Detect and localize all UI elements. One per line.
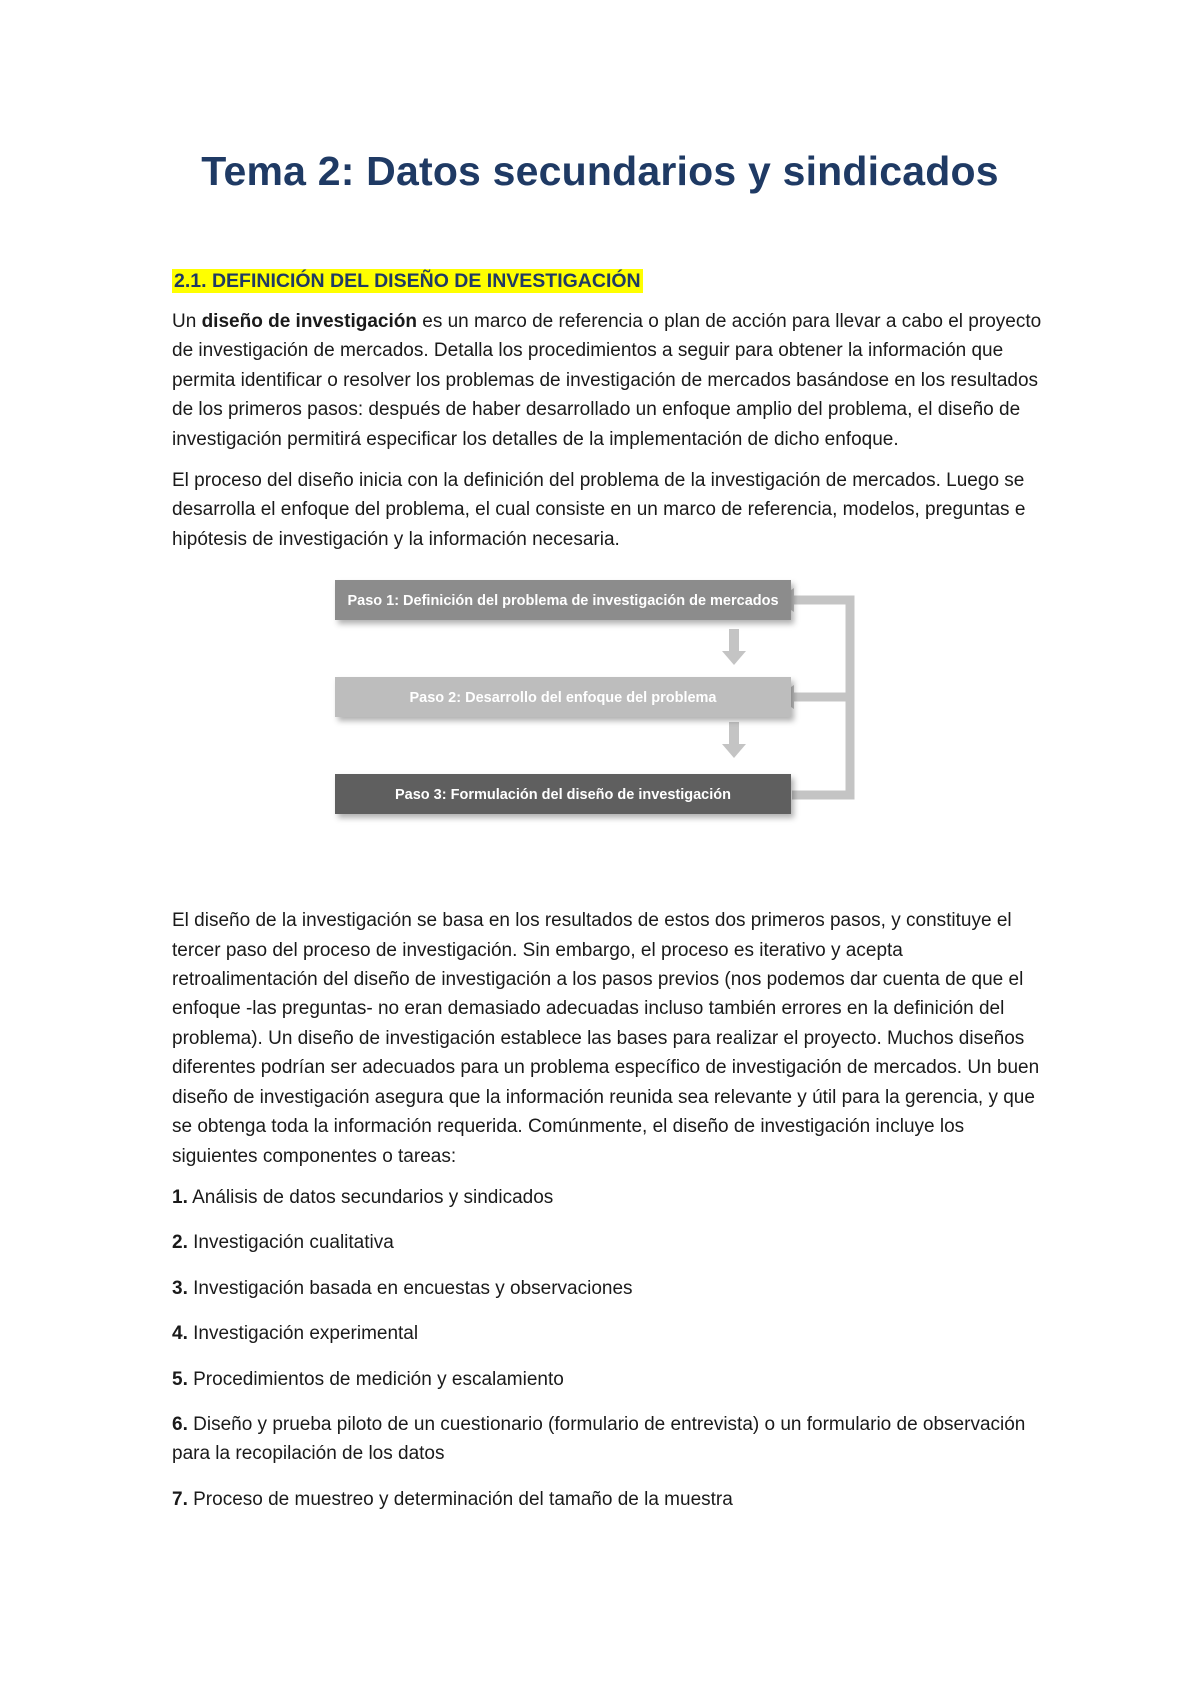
list-item-number: 1. <box>172 1186 188 1208</box>
step-2-box <box>335 677 791 717</box>
step-2-label: Paso 2: Desarrollo del enfoque del problema <box>409 690 717 707</box>
process-diagram-svg <box>172 576 1042 896</box>
paragraph-definition-pre: Un <box>172 311 202 332</box>
list-item <box>172 1319 1042 1348</box>
down-arrow-2 <box>722 722 746 758</box>
list-item-text: Investigación cualitativa <box>187 1232 394 1254</box>
list-item-text: Análisis de datos secundarios y sindicados <box>187 1186 554 1208</box>
list-item-text: Diseño y prueba piloto de un cuestionario (formulario de entrevista) o un formulario de observación para la recopilación de los datos <box>172 1413 1026 1465</box>
list-item-text: Investigación experimental <box>187 1323 419 1345</box>
step-3-box <box>335 774 791 814</box>
list-item-number: 5. <box>172 1368 188 1390</box>
step-1-box <box>335 580 791 620</box>
list-item <box>172 1228 1042 1257</box>
list-item-text: Investigación basada en encuestas y observaciones <box>187 1277 633 1299</box>
list-item <box>172 1365 1042 1394</box>
list-item <box>172 1274 1042 1303</box>
list-item <box>172 1410 1042 1469</box>
document-body <box>172 270 1042 1530</box>
paragraph-process: El proceso del diseño inicia con la definición del problema de la investigación de mercados. Luego se desarrolla el enfoque del problema, el cual consiste en un marco de referencia, modelos, preguntas e hipótesis de investigación y la información necesaria. <box>172 470 1026 550</box>
section-heading <box>172 270 1042 293</box>
step-3-label: Paso 3: Formulación del diseño de investigación <box>395 787 731 804</box>
component-list <box>172 1183 1042 1514</box>
paragraph-iterative: El diseño de la investigación se basa en los resultados de estos dos primeros pasos, y constituye el tercer paso del proceso de investigación. Sin embargo, el proceso es iterativo y acepta retroalimentación del diseño de investigación a los pasos previos (nos podemos dar cuenta de que el enfoque -las preguntas- no eran demasiado adecuadas incluso también errores en la definición del problema). Un diseño de investigación establece las bases para realizar el proyecto. Muchos diseños diferentes podrían ser adecuados para un problema específico de investigación de mercados. Un buen diseño de investigación asegura que la información reunida sea relevante y útil para la gerencia, y que se obtenga toda la información requerida. Comúnmente, el diseño de investigación incluye los siguientes componentes o tareas: <box>172 910 1040 1167</box>
down-arrow-2-head <box>722 744 746 758</box>
list-item-number: 7. <box>172 1488 188 1510</box>
paragraph-definition-bold: diseño de investigación <box>201 311 417 332</box>
paragraph-definition-post: es un marco de referencia o plan de acción para llevar a cabo el proyecto de investigación de mercados. Detalla los procedimientos a seguir para obtener la información que permita identificar o resolver los problemas de investigación de mercados basándose en los resultados de los primeros pasos: después de haber desarrollado un enfoque amplio del problema, el diseño de investigación permitirá especificar los detalles de la implementación de dicho enfoque. <box>172 311 1042 450</box>
list-item <box>172 1485 1042 1514</box>
down-arrow-1-head <box>722 651 746 665</box>
down-arrow-1-shaft <box>729 629 739 651</box>
down-arrow-1 <box>722 629 746 665</box>
process-diagram <box>172 576 1042 896</box>
paragraph-definition <box>172 307 1042 454</box>
feedback-bracket-line <box>792 600 850 795</box>
down-arrow-2-shaft <box>729 722 739 744</box>
list-item-text: Procedimientos de medición y escalamiento <box>187 1368 564 1390</box>
list-item-number: 2. <box>172 1232 188 1254</box>
list-item-text: Proceso de muestreo y determinación del tamaño de la muestra <box>187 1488 733 1510</box>
section-heading-text: 2.1. DEFINICIÓN DEL DISEÑO DE INVESTIGACIÓN <box>174 270 641 292</box>
list-item-number: 6. <box>172 1413 188 1435</box>
list-item-number: 3. <box>172 1277 188 1299</box>
page-title: Tema 2: Datos secundarios y sindicados <box>201 148 999 194</box>
step-1-label: Paso 1: Definición del problema de investigación de mercados <box>347 593 779 610</box>
list-item <box>172 1183 1042 1212</box>
list-item-number: 4. <box>172 1323 188 1345</box>
